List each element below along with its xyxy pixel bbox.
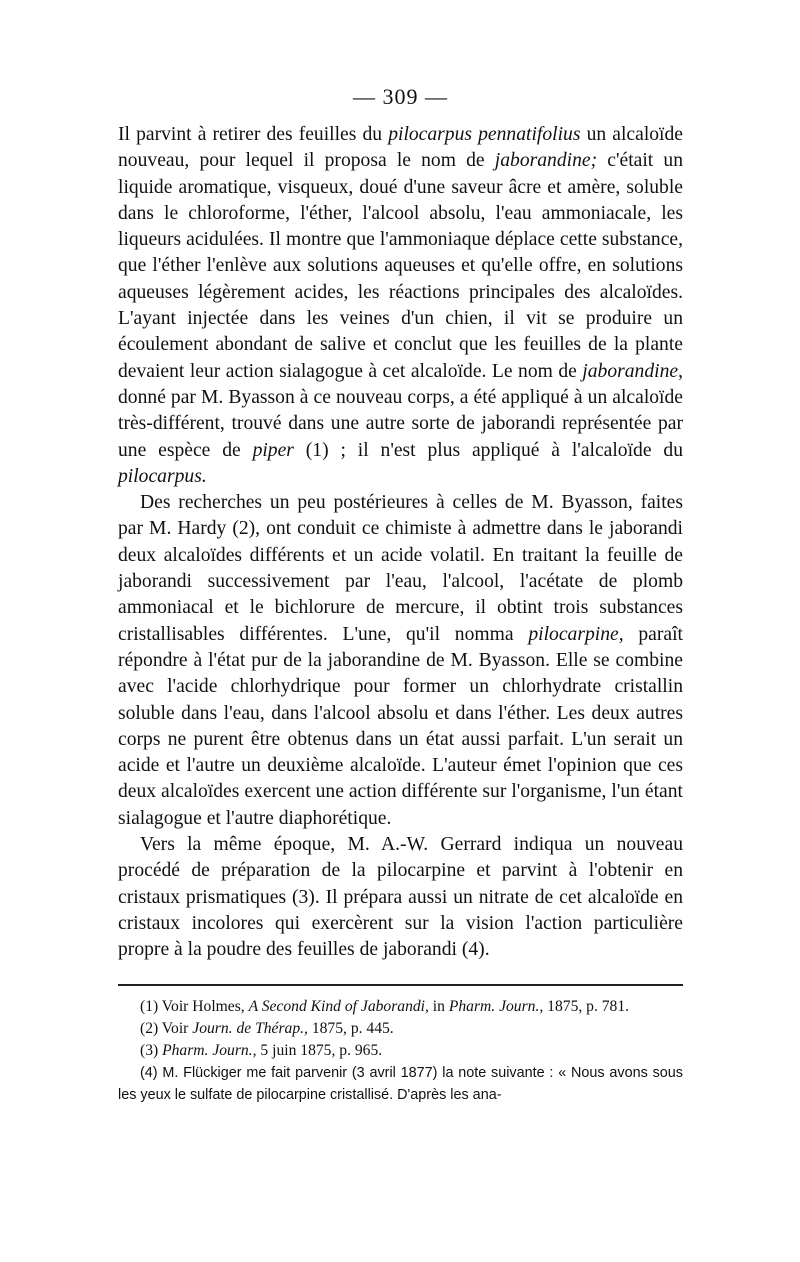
paragraph-2 <box>118 490 683 832</box>
footnote-4 <box>118 1062 683 1107</box>
text-run: (3) <box>140 1041 163 1059</box>
text-run: 5 juin 1875, p. 965. <box>256 1041 383 1059</box>
text-run: , paraît répondre à l'état pur de la jaborandine de M. Byasson. Elle se combine avec l'acide chlorhydrique pour former un chlorhydrate cristallin soluble dans l'eau, dans l'alcool absolu et dans l'éther. Les deux autres corps ne purent être obtenus dans un état aussi parfait. L'un serait un acide et l'autre un deuxième alcaloïde. L'auteur émet l'opinion que ces deux alcaloïdes exercent une action différente sur l'organisme, l'un étant sialagogue et l'autre diaphorétique. <box>118 623 683 829</box>
text-run: 1875, p. 445. <box>307 1019 394 1037</box>
footnotes <box>118 996 683 1107</box>
paragraph-3 <box>118 832 683 963</box>
italic-title: Pharm. Journ., <box>162 1041 257 1059</box>
text-run: 1875, p. 781. <box>543 997 630 1015</box>
italic-term: jaborandine <box>582 360 679 382</box>
italic-term: jaborandine; <box>494 150 598 172</box>
italic-title: A Second Kind of Jaborandi, <box>248 997 429 1015</box>
text-run: Vers la même époque, M. A.-W. Gerrard indiqua un nouveau procédé de préparation de la pilocarpine et parvint à l'obtenir en cristaux prismatiques (3). Il prépara aussi un nitrate de cet alcaloïde en cristaux incolores qui exercèrent sur la vision l'action particulière propre à la poudre des feuilles de jaborandi (4). <box>118 834 683 961</box>
text-run: in <box>428 997 449 1015</box>
text-run: Il parvint à retirer des feuilles du <box>118 124 389 145</box>
book-page <box>118 82 683 1107</box>
footnote-2 <box>118 1018 683 1040</box>
footnote-3 <box>118 1040 683 1062</box>
text-run: (1) Voir Holmes, <box>140 997 249 1015</box>
text-run: (1) ; il n'est plus appliqué à l'alcaloïde du <box>293 439 683 461</box>
italic-title: Journ. de Thérap., <box>192 1019 308 1037</box>
italic-term: piper <box>252 439 294 461</box>
footnote-divider <box>118 984 683 986</box>
page-number: — 309 — <box>353 84 448 109</box>
text-run: , donné par M. Byasson à ce nouveau corps, a été appliqué à un alcaloïde très-différent, trouvé dans une autre sorte de jaborandi représentée par une espèce de <box>118 360 683 461</box>
text-run: (2) Voir <box>140 1019 193 1037</box>
main-text <box>118 122 683 964</box>
text-run: Des recherches un peu postérieures à celles de M. Byasson, faites par M. Hardy (2), ont conduit ce chimiste à admettre dans le jaborandi deux alcaloïdes différents et un acide volatil. En traitant la feuille de jaborandi successivement par l'eau, l'alcool, l'acétate de plomb ammoniacal et le bichlorure de mercure, il obtint trois substances cristallisables différentes. L'une, qu'il nomma <box>118 492 683 645</box>
italic-title: Pharm. Journ., <box>448 997 544 1015</box>
paragraph-1 <box>118 122 683 490</box>
text-run: c'était un liquide aromatique, visqueux, doué d'une saveur âcre et amère, soluble dans le chloroforme, l'éther, l'alcool absolu, l'eau ammoniacale, les liqueurs acidulées. Il montre que l'ammoniaque déplace cette substance, que l'éther l'enlève aux solutions aqueuses et qu'elle offre, en solutions aqueuses légèrement acides, les réactions principales des alcaloïdes. L'ayant injectée dans les veines d'un chien, il vit se produire un écoulement abondant de salive et conclut que les feuilles de la plante devaient leur action sialagogue à cet alcaloïde. Le nom de <box>118 150 683 382</box>
text-run: un alcaloïde nouveau, pour lequel il proposa le nom de <box>118 124 683 172</box>
italic-term: pilocarpine <box>528 623 619 645</box>
footnote-1 <box>118 996 683 1018</box>
text-run: (4) M. Flückiger me fait parvenir (3 avril 1877) la note suivante : « Nous avons sous les yeux le sulfate de pilocarpine cristallisé. D'après les ana- <box>118 1064 683 1103</box>
italic-term: pilocarpus. <box>118 465 207 487</box>
italic-term: pilocarpus pennatifolius <box>388 124 581 145</box>
